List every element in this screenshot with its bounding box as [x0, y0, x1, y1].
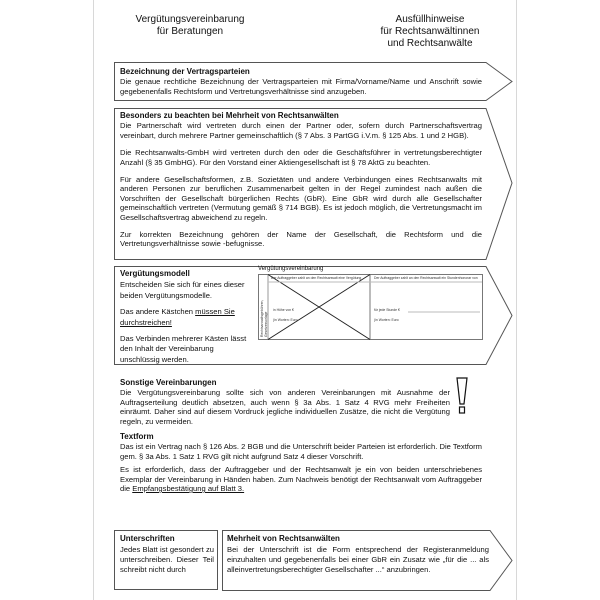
- guide-title: Ausfüllhinweise für Rechtsanwältinnen und Rechtsanwälte: [380, 14, 480, 49]
- strike-instruction: Das andere Kästchen müssen Sie durchstreichen!: [120, 307, 235, 327]
- model-sketch: Vergütungsvereinbarung Der Auftraggeber zahlt an den Rechtsanwalt eine Vergütung Der Auftraggeber zahlt an den Rechtsanwalt ein Stundenhonorar von in Höhe von € für jede Stunde € (in Worten: Euro (in Worten: Euro Rechtsanwaltsgebühren, Gesetzesvorlage: [258, 274, 483, 340]
- section-modell: Vergütungsmodell Entscheiden Sie sich für eines dieser beiden Vergütungsmodelle. Das andere Kästchen müssen Sie durchstreichen! Das Verbinden mehrerer Kästen lässt den Inhalt der Vereinbarung unschlüssig werden.: [120, 269, 252, 365]
- section-textform: Textform Das ist ein Vertrag nach § 126 Abs. 2 BGB und die Unterschrift beider Parteien ist erforderlich. Die Textform gem. § 3a Abs. 1 Satz 1 RVG gilt nicht aufgrund Satz 4 dieser Vorschrift. Es ist erforderlich, dass der Auftraggeber und der Rechtsanwalt je ein von beiden unterschriebenes Exemplar der Vereinbarung in Händen haben. Zum Nachweis benötigt der Rechtsanwalt vom Auftraggeber die Empfangsbestätigung auf Blatt 3.: [120, 432, 482, 494]
- section-bezeichnung: Bezeichnung der Vertragsparteien Die genaue rechtliche Bezeichnung der Vertragsparteien mit Firma/Vorname/Name und Anschrift sowie gegebenenfalls Rechtsform und Vertretungsverhältnisse sind anzugeben.: [120, 67, 482, 96]
- section-unterschriften: Unterschriften Jedes Blatt ist gesondert zu unterschreiben. Dieser Teil schreibt nicht durch: [120, 534, 214, 574]
- section-sonstige: Sonstige Vereinbarungen Die Vergütungsvereinbarung sollte sich von anderen Vereinbarungen mit Ausnahme der Auftragserteilung deutlich absetzen, auch wenn § 3a Abs. 1 Satz 4 RVG mehr Freiheiten einräumt. Daher sind auf diesem Vordruck jegliche individuellen Zusätze, die nicht die Vergütung regeln, zu vermeiden.: [120, 378, 450, 426]
- textform-paragraph-2: Es ist erforderlich, dass der Auftraggeber und der Rechtsanwalt je ein von beiden unterschriebenes Exemplar der Vereinbarung in Händen haben. Zum Nachweis benötigt der Rechtsanwalt vom Auftraggeber die Empfangsbestätigung auf Blatt 3.: [120, 465, 482, 494]
- exclamation-icon: [456, 377, 468, 415]
- model-sketch-frame: [258, 274, 483, 340]
- section-mehrheit-unterschrift: Mehrheit von Rechtsanwälten Bei der Unterschrift ist die Form entsprechend der Registeranmeldung einzuhalten und gegebenenfalls bei einer GbR ein Zusatz wie „für die ... als alleinvertretungsberechtigter Gesellschafter ...“ anzubringen.: [227, 534, 489, 574]
- document-title: Vergütungsvereinbarung für Beratungen: [135, 14, 245, 37]
- section-mehrheit: Besonders zu beachten bei Mehrheit von Rechtsanwälten Die Partnerschaft wird vertreten durch einen der Partner oder, sofern durch Partnerschaftsvertrag vereinbart, durch mehrere Partner gemeinschaftlich (§ 7 Abs. 3 PartGG i.V.m. § 125 Abs. 1 und 2 HGB). Die Rechtsanwalts-GmbH wird vertreten durch den oder die Geschäftsführer in vertretungsberechtigter Anzahl (§ 35 GmbHG). Für den Vorstand einer Aktiengesellschaft ist § 78 AktG zu beachten. Für andere Gesellschaftsformen, z.B. Sozietäten und andere Verbindungen eines Rechtsanwalts mit anderen Personen zur beruflichen Zusammenarbeit gelten in der Regel zumindest nach außen die Vorschriften der Gesellschaft bürgerlichen Rechts (GbR). Eine GbR wird durch alle Gesellschafter gemeinschaftlich vertreten (Vermutung gemäß § 714 BGB). Es ist jedoch möglich, die Vertretungsmacht im Gesellschaftsvertrag abweichend zu regeln. Zur korrekten Bezeichnung gehören der Name der Gesellschaft, die Rechtsform und die Vertretungsverhältnisse sowie -befugnisse.: [120, 111, 482, 249]
